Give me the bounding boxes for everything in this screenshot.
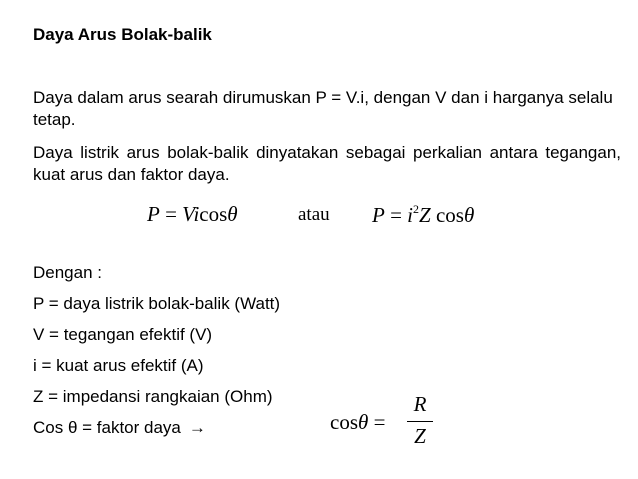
paragraph-alternating-current: Daya listrik arus bolak-balik dinyatakan sebagai perkalian antara tegangan, kuat arus dan faktor daya. (33, 143, 621, 184)
power-equation-i2z (372, 202, 474, 228)
fraction-denominator: Z (414, 424, 426, 448)
arrow-right-icon: → (188, 418, 206, 437)
definition-item-voltage: V = tegangan efektif (V) (33, 325, 213, 344)
power-equations (0, 198, 638, 232)
eq1-v-symbol: V (182, 202, 194, 226)
fraction-cos-function: cos (330, 410, 358, 434)
fraction-lhs (330, 410, 385, 435)
definition-list (33, 257, 280, 443)
eq2-z-symbol: Z (419, 203, 431, 227)
eq1-i-symbol: i (193, 202, 200, 226)
eq2-theta-symbol: θ (463, 203, 475, 227)
eq1-p-symbol: P (147, 202, 160, 226)
eq2-exponent: 2 (413, 202, 420, 216)
definition-item-power-factor (33, 412, 280, 443)
eq2-equals-sign: = (384, 203, 408, 227)
eq1-equals-sign: = (159, 202, 183, 226)
eq2-cos-function: cos (430, 203, 464, 227)
eq2-p-symbol: P (372, 203, 385, 227)
fraction-bar (407, 421, 433, 422)
slide-title: Daya Arus Bolak-balik (33, 25, 212, 44)
equation-separator-word: atau (298, 204, 330, 225)
eq1-theta-symbol: θ (227, 202, 238, 226)
power-factor-label: Cos θ = faktor daya (33, 418, 181, 437)
eq1-cos-function: cos (199, 202, 228, 226)
definition-item-current: i = kuat arus efektif (A) (33, 356, 204, 375)
definition-item-power: P = daya listrik bolak-balik (Watt) (33, 294, 281, 313)
definition-item-impedance: Z = impedansi rangkaian (Ohm) (33, 387, 273, 406)
power-equation-vi (147, 202, 238, 227)
paragraph-direct-current: Daya dalam arus searah dirumuskan P = V.i, dengan V dan i harganya selalu tetap. (33, 88, 613, 129)
fraction-numerator: R (413, 392, 427, 416)
power-factor-equation (330, 392, 440, 452)
definition-intro: Dengan : (33, 263, 102, 282)
fraction-equals-sign: = (368, 410, 386, 434)
fraction-theta-symbol: θ (358, 410, 369, 434)
eq2-i-symbol: i (407, 203, 414, 227)
